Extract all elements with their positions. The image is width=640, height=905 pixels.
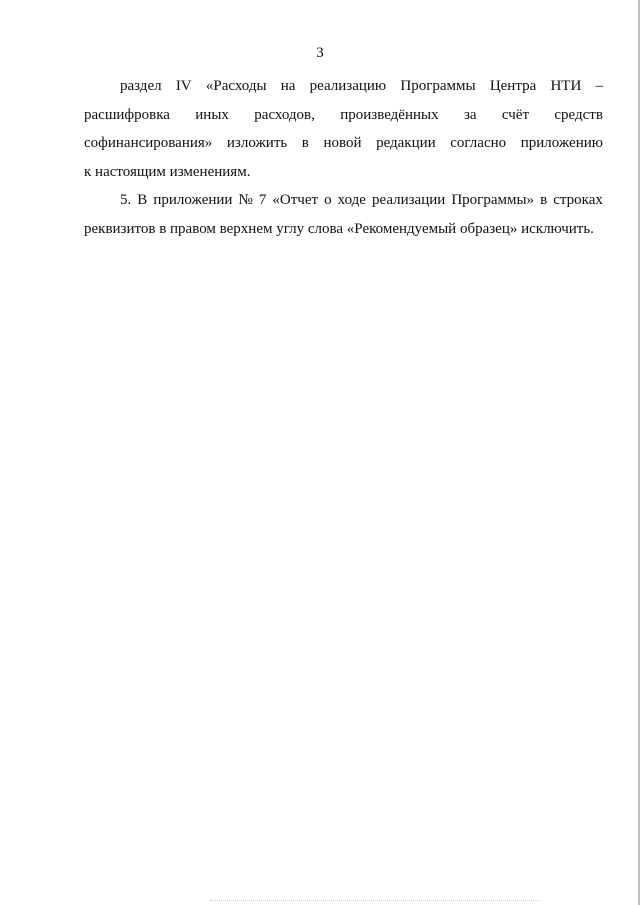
word: Центра (489, 78, 537, 94)
text-line: к настоящим изменениям. (84, 163, 251, 180)
paragraph-section-iv (84, 72, 603, 186)
word: раздел (120, 78, 162, 94)
text-line (84, 186, 603, 215)
word: изложить (226, 135, 288, 151)
word: софинансирования» (84, 135, 213, 151)
word: приложению (520, 135, 603, 151)
word: средств (554, 106, 603, 123)
word: № (238, 192, 253, 208)
word: ходе (337, 192, 366, 208)
text-line (84, 72, 603, 101)
word: строках (553, 192, 603, 208)
word: реализацию (309, 78, 387, 94)
word: 5. (120, 192, 132, 208)
word: в (301, 135, 309, 151)
word: расходов, (254, 106, 315, 123)
word: расшифровка (84, 106, 170, 123)
word: реализации (371, 192, 446, 208)
text-line: реквизитов в правом верхнем углу слова «Рекомендуемый образец» исключить. (84, 220, 594, 237)
word: счёт (501, 106, 530, 123)
word: «Отчет (272, 192, 319, 208)
word: НТИ (550, 78, 582, 94)
word: иных (195, 106, 229, 123)
text-line (84, 129, 603, 158)
word: редакции (376, 135, 436, 151)
word: на (280, 78, 296, 94)
word: IV (175, 78, 192, 94)
document-body (84, 72, 603, 243)
word: приложении (153, 192, 233, 208)
word: за (463, 106, 477, 123)
word: о (324, 192, 332, 208)
word: 7 (258, 192, 267, 208)
word: в (540, 192, 548, 208)
word: – (595, 78, 603, 94)
word: «Расходы (205, 78, 267, 94)
word: В (137, 192, 148, 208)
text-line (84, 101, 603, 130)
word: произведённых (340, 106, 439, 123)
word: Программы» (451, 192, 535, 208)
word: новой (323, 135, 362, 151)
word: Программы (400, 78, 476, 94)
page-number: 3 (316, 45, 324, 61)
paragraph-item-5 (84, 186, 603, 243)
word: согласно (450, 135, 507, 151)
scan-border-line (210, 900, 540, 902)
